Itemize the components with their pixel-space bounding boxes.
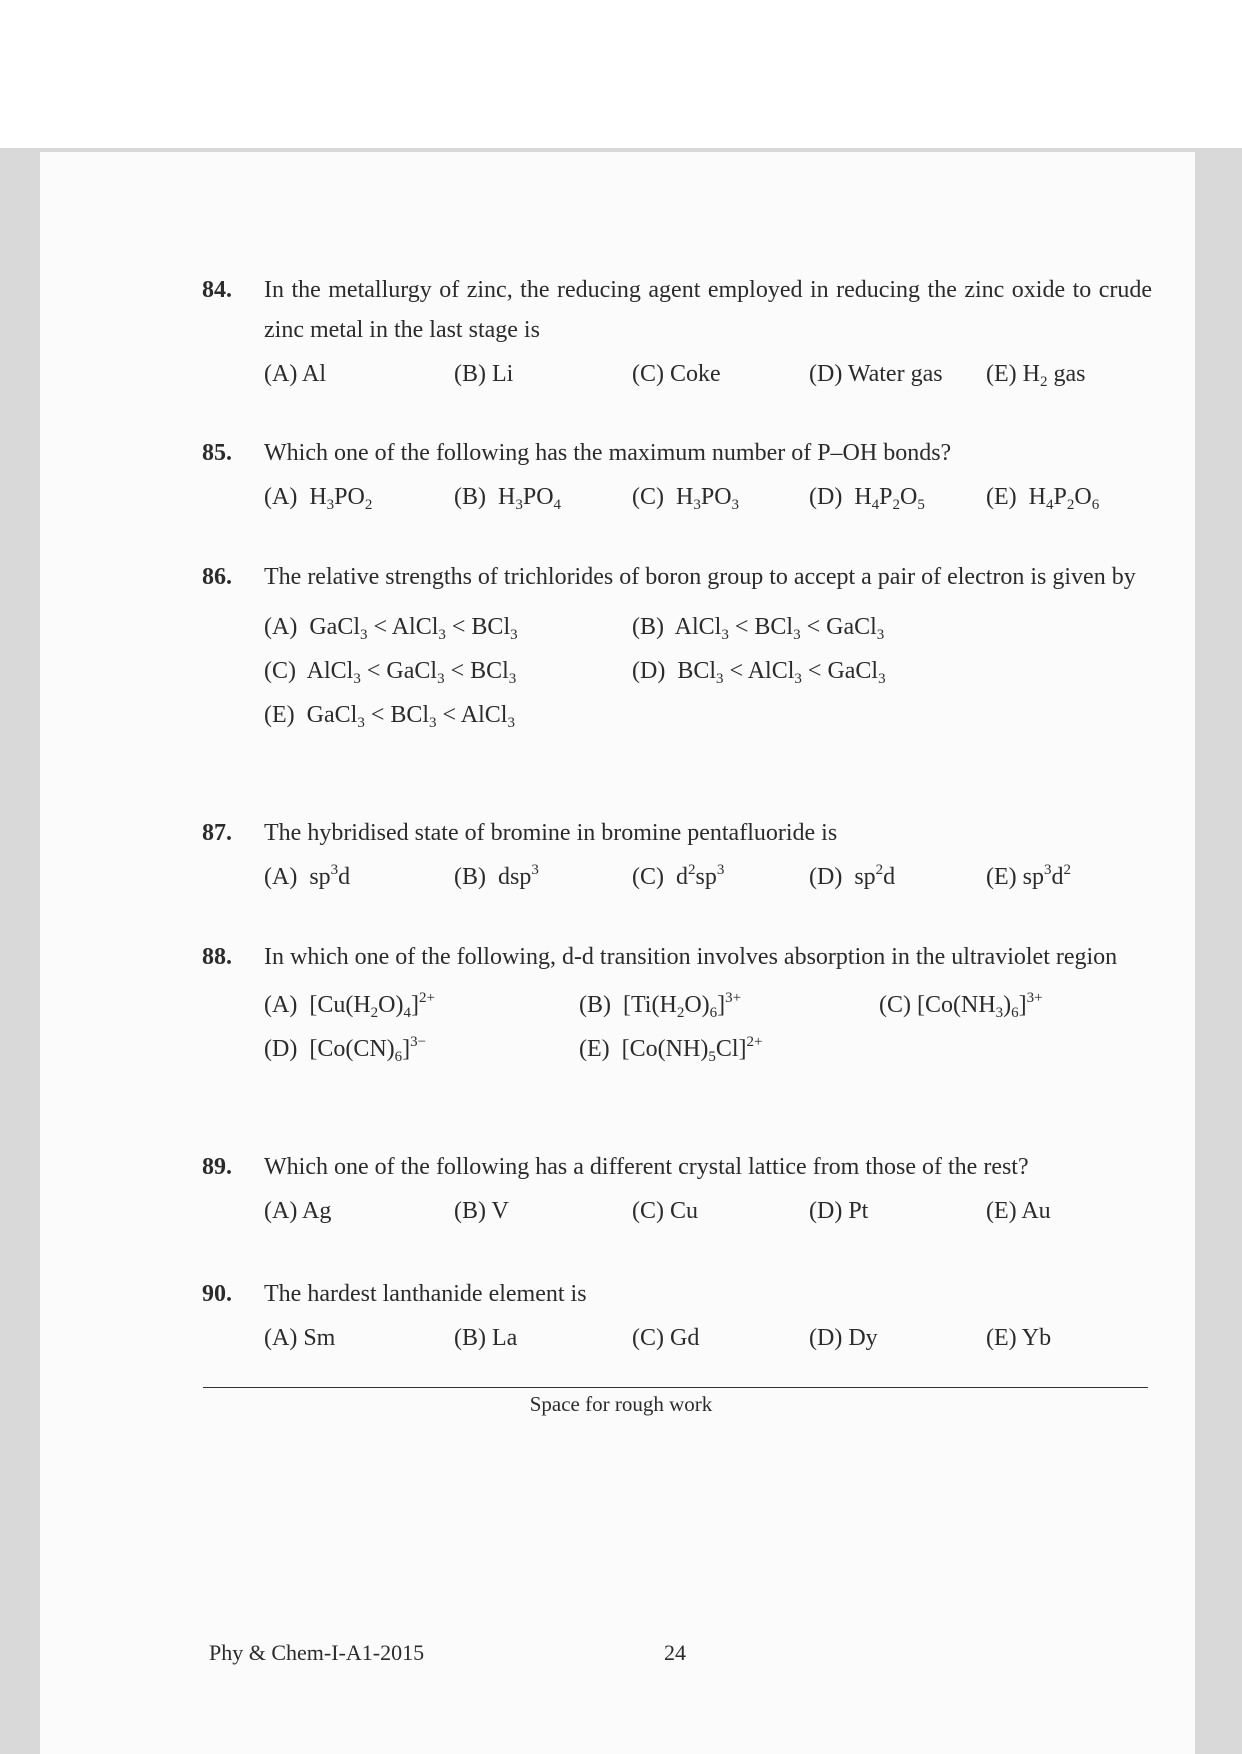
option-c: (C) Coke [632, 361, 721, 387]
question-text: In the metallurgy of zinc, the reducing agent employed in reducing the zinc oxide to crude zinc metal in the last stage is [264, 277, 1152, 343]
question-87 [202, 813, 1152, 901]
option-a: (A) Al [264, 361, 326, 387]
option-a: (A) $[Cu(H_2O)_4]^{2+}$ [264, 990, 435, 1021]
option-b: (B) $[Ti(H_2O)_6]^{3+}$ [579, 990, 742, 1021]
option-a: (A) $sp^3d$ [264, 862, 351, 890]
options-row [264, 473, 1152, 521]
page-number: 24 [664, 1640, 686, 1665]
question-89 [202, 1147, 1152, 1235]
option-b: (B) dsp$^3$ [454, 862, 539, 890]
option-a: (A) Sm [264, 1325, 336, 1351]
question-86 [202, 557, 1152, 735]
question-number: 89. [202, 1154, 232, 1180]
option-c: (C) Cu [632, 1198, 698, 1224]
option-e: (E) Yb [986, 1325, 1052, 1351]
question-number: 88. [202, 944, 232, 970]
options-row [264, 603, 1152, 647]
question-84 [202, 270, 1152, 398]
rough-work-label: Space for rough work [529, 1392, 713, 1416]
question-text: Which one of the following has a different crystal lattice from those of the rest? [264, 1154, 1029, 1180]
option-b: (B) AlCl$_3$ < BCl$_3$ < GaCl$_3$ [632, 614, 885, 643]
options-row [264, 691, 1152, 735]
question-text: In which one of the following, d-d transition involves absorption in the ultraviolet region [264, 944, 1118, 970]
option-d: (D) Pt [809, 1198, 869, 1224]
option-b: (B) Li [454, 361, 514, 387]
options-row [264, 853, 1152, 901]
options-row [264, 981, 1152, 1025]
option-e: (E) Au [986, 1198, 1051, 1224]
option-a: (A) Ag [264, 1198, 332, 1224]
option-b: (B) $H_3PO_4$ [454, 484, 562, 513]
option-c: (C) Gd [632, 1325, 700, 1351]
options-row [264, 350, 1152, 398]
question-number: 86. [202, 564, 232, 590]
option-c: (C) $d^2sp^3$ [632, 862, 725, 890]
question-number: 84. [202, 277, 232, 303]
question-text: Which one of the following has the maximum number of P–OH bonds? [264, 440, 952, 466]
option-e: (E) GaCl$_3$ < BCl$_3$ < AlCl$_3$ [264, 702, 515, 731]
question-90 [202, 1274, 1152, 1362]
option-b: (B) La [454, 1325, 518, 1351]
option-c: (C) AlCl$_3$ < GaCl$_3$ < BCl$_3$ [264, 658, 517, 687]
question-number: 87. [202, 820, 232, 846]
option-e: (E) $sp^3d^2$ [986, 862, 1071, 890]
option-d: (D) Water gas [809, 361, 943, 387]
options-row [264, 1025, 1152, 1069]
options-row [264, 647, 1152, 691]
options-row [264, 1314, 1152, 1362]
option-d: (D) $sp^2d$ [809, 862, 896, 890]
question-88 [202, 937, 1152, 1069]
question-text: The hybridised state of bromine in bromine pentafluoride is [264, 820, 838, 846]
option-c: (C) $[Co(NH_3)_6]^{3+}$ [879, 990, 1043, 1021]
question-85 [202, 433, 1152, 521]
option-b: (B) V [454, 1198, 509, 1224]
option-e: (E) $H_2$ gas [986, 361, 1086, 390]
question-number: 90. [202, 1281, 232, 1307]
question-number: 85. [202, 440, 232, 466]
option-a: (A) $H_3PO_2$ [264, 484, 373, 513]
paper-code: Phy & Chem-I-A1-2015 [209, 1640, 425, 1665]
option-d: (D) Dy [809, 1325, 878, 1351]
option-c: (C) $H_3PO_3$ [632, 484, 740, 513]
option-e: (E) $H_4P_2O_6$ [986, 484, 1100, 513]
divider-line [203, 1387, 1148, 1388]
option-d: (D) BCl$_3$ < AlCl$_3$ < GaCl$_3$ [632, 658, 886, 687]
option-d: (D) $[Co(CN)_6]^{3-}$ [264, 1034, 427, 1065]
options-row [264, 1187, 1152, 1235]
question-text: The relative strengths of trichlorides of boron group to accept a pair of electron is given by [264, 564, 1136, 590]
option-a: (A) GaCl$_3$ < AlCl$_3$ < BCl$_3$ [264, 614, 518, 643]
option-e: (E) $[Co(NH)_5Cl]^{2+}$ [579, 1034, 763, 1065]
option-d: (D) $H_4P_2O_5$ [809, 484, 925, 513]
question-text: The hardest lanthanide element is [264, 1281, 587, 1307]
